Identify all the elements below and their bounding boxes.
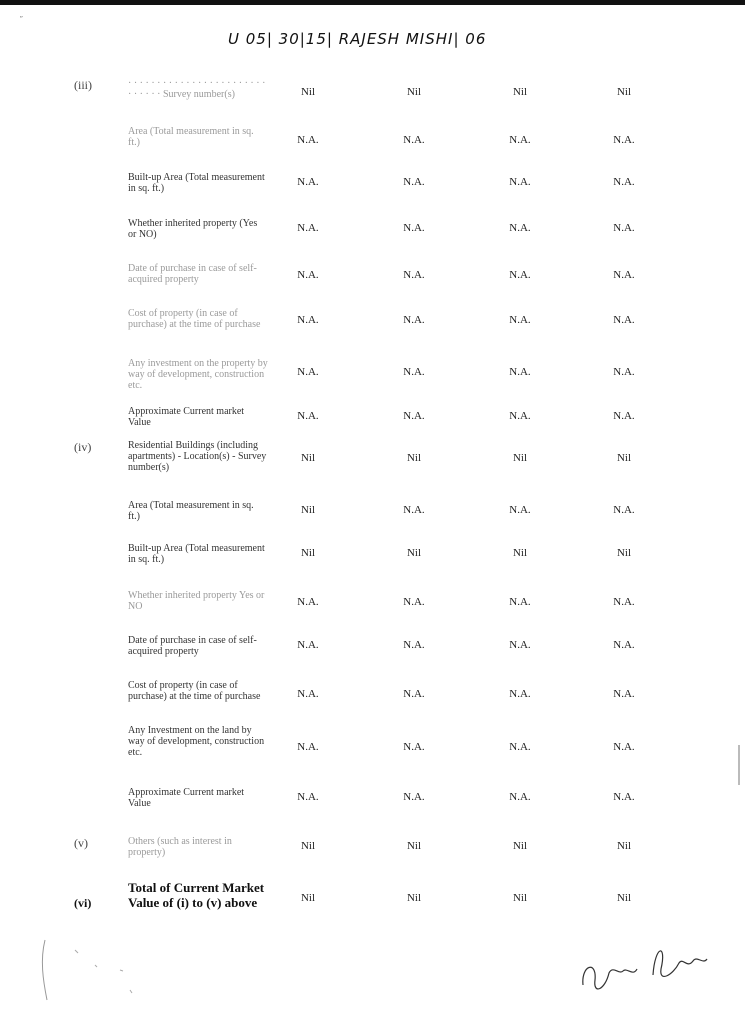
value-cell: N.A. <box>403 688 425 700</box>
value-cell: N.A. <box>613 366 635 378</box>
row-label: Approximate Current market Value <box>128 406 245 428</box>
value-cell: N.A. <box>297 688 319 700</box>
value-cell: N.A. <box>613 504 635 516</box>
value-cell: Nil <box>512 452 528 464</box>
right-margin-mark <box>738 745 740 785</box>
value-cell: N.A. <box>297 639 319 651</box>
row-label: Others (such as interest in property) <box>128 836 232 858</box>
row-label: · · · · · · · · · · · · · · · · · · · · · · · · · · · · · · Survey number(s) <box>128 78 266 100</box>
row-label: Any investment on the property by way of development, construction etc. <box>128 358 268 391</box>
value-cell: N.A. <box>403 504 425 516</box>
value-cell: N.A. <box>403 639 425 651</box>
page-top-edge <box>0 0 745 5</box>
value-cell: N.A. <box>613 314 635 326</box>
value-cell: N.A. <box>297 222 319 234</box>
value-cell: N.A. <box>403 741 425 753</box>
value-cell: N.A. <box>613 134 635 146</box>
value-cell: N.A. <box>613 791 635 803</box>
value-cell: Nil <box>300 504 316 516</box>
value-cell: Nil <box>512 547 528 559</box>
value-cell: Nil <box>512 892 528 904</box>
row-label: Residential Buildings (including apartments) - Location(s) - Survey number(s) <box>128 440 267 473</box>
value-cell: N.A. <box>613 176 635 188</box>
row-label: Area (Total measurement in sq. ft.) <box>128 500 254 522</box>
row-number: (iii) <box>74 78 92 92</box>
handwritten-signature <box>575 935 715 1005</box>
row-label: Cost of property (in case of purchase) at the time of purchase <box>128 308 261 330</box>
value-cell: N.A. <box>613 741 635 753</box>
value-cell: N.A. <box>509 688 531 700</box>
value-cell: N.A. <box>613 596 635 608</box>
row-label: Built-up Area (Total measurement in sq. ft.) <box>128 543 265 565</box>
handwritten-reference: U 05| 30|15| RAJESH MISHI| 06 <box>228 30 487 48</box>
value-cell: N.A. <box>509 134 531 146</box>
value-cell: Nil <box>300 840 316 852</box>
value-cell: N.A. <box>403 410 425 422</box>
value-cell: Nil <box>300 892 316 904</box>
value-cell: N.A. <box>403 314 425 326</box>
value-cell: N.A. <box>297 269 319 281</box>
margin-scribble <box>35 920 155 1010</box>
row-number: (iv) <box>74 440 92 454</box>
row-label: Whether inherited property Yes or NO <box>128 590 265 612</box>
value-cell: N.A. <box>403 134 425 146</box>
value-cell: N.A. <box>509 269 531 281</box>
value-cell: Nil <box>616 892 632 904</box>
value-cell: N.A. <box>403 366 425 378</box>
value-cell: N.A. <box>297 134 319 146</box>
value-cell: N.A. <box>403 222 425 234</box>
value-cell: Nil <box>616 86 632 98</box>
value-cell: N.A. <box>613 269 635 281</box>
row-label: Date of purchase in case of self-acquired property <box>128 635 257 657</box>
value-cell: N.A. <box>403 269 425 281</box>
value-cell: N.A. <box>403 596 425 608</box>
value-cell: Nil <box>300 86 316 98</box>
value-cell: N.A. <box>403 791 425 803</box>
row-label: Any Investment on the land by way of development, construction etc. <box>128 725 265 758</box>
value-cell: Nil <box>300 452 316 464</box>
value-cell: Nil <box>406 86 422 98</box>
row-label: Approximate Current market Value <box>128 787 245 809</box>
value-cell: N.A. <box>297 596 319 608</box>
value-cell: Nil <box>616 547 632 559</box>
value-cell: N.A. <box>509 639 531 651</box>
value-cell: Nil <box>406 547 422 559</box>
value-cell: Nil <box>406 452 422 464</box>
row-label: Date of purchase in case of self-acquired property <box>128 263 257 285</box>
value-cell: Nil <box>616 840 632 852</box>
value-cell: Nil <box>512 840 528 852</box>
value-cell: N.A. <box>297 366 319 378</box>
value-cell: N.A. <box>509 222 531 234</box>
value-cell: N.A. <box>403 176 425 188</box>
value-cell: N.A. <box>509 314 531 326</box>
value-cell: N.A. <box>613 222 635 234</box>
row-label: Area (Total measurement in sq. ft.) <box>128 126 254 148</box>
value-cell: N.A. <box>297 314 319 326</box>
value-cell: Nil <box>406 892 422 904</box>
value-cell: Nil <box>616 452 632 464</box>
value-cell: N.A. <box>509 366 531 378</box>
value-cell: N.A. <box>297 741 319 753</box>
value-cell: Nil <box>512 86 528 98</box>
value-cell: N.A. <box>509 176 531 188</box>
row-label: Built-up Area (Total measurement in sq. ft.) <box>128 172 265 194</box>
row-number: (vi) <box>74 896 92 910</box>
value-cell: Nil <box>406 840 422 852</box>
row-number: (v) <box>74 836 88 850</box>
value-cell: N.A. <box>509 410 531 422</box>
value-cell: N.A. <box>509 596 531 608</box>
value-cell: N.A. <box>509 504 531 516</box>
value-cell: Nil <box>300 547 316 559</box>
value-cell: N.A. <box>613 639 635 651</box>
value-cell: N.A. <box>509 741 531 753</box>
row-label: Whether inherited property (Yes or NO) <box>128 218 258 240</box>
row-label: Cost of property (in case of purchase) at the time of purchase <box>128 680 261 702</box>
value-cell: N.A. <box>297 176 319 188</box>
value-cell: N.A. <box>509 791 531 803</box>
value-cell: N.A. <box>297 791 319 803</box>
value-cell: N.A. <box>613 688 635 700</box>
corner-mark: ″ <box>20 15 23 23</box>
row-label: Total of Current Market Value of (i) to (v) above <box>128 880 265 910</box>
value-cell: N.A. <box>297 410 319 422</box>
value-cell: N.A. <box>613 410 635 422</box>
